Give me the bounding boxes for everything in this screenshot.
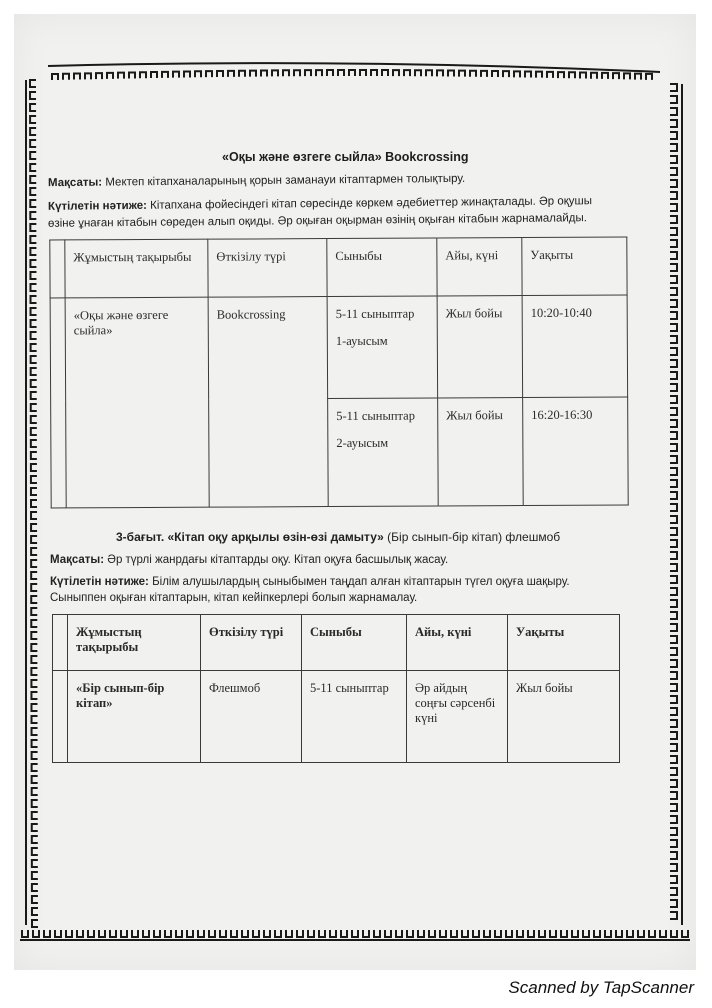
table-header-row bbox=[50, 237, 627, 298]
section2-table bbox=[52, 614, 620, 763]
row-topic: «Оқы және өзгеге сыйла» bbox=[65, 297, 209, 508]
row-time-1: 10:20-10:40 bbox=[522, 295, 628, 398]
table-header-row bbox=[53, 615, 620, 671]
section1-goal: Мақсаты: Мектеп кітапханаларының қорын заманауи кітаптармен толықтыру. bbox=[47, 172, 466, 190]
section1-result-line2: өзіне ұнаған кітабын сөреден алып оқиды. Әр оқыған оқырман өзінің оқыған кітабын жарнамалайды. bbox=[47, 212, 587, 230]
header-topic: Жұмыстың тақырыбы bbox=[68, 615, 201, 671]
header-type: Өткізілу түрі bbox=[208, 239, 327, 298]
row-date-2: Жыл бойы bbox=[438, 398, 524, 506]
section1-result-line1: Күтілетін нәтиже: Кітапхана фойесіндегі кітап сөресінде көркем әдебиеттер жинақталады. Әр оқушы bbox=[47, 195, 593, 213]
header-date: Айы, күні bbox=[437, 238, 522, 296]
row-date-1: Жыл бойы bbox=[437, 296, 523, 398]
header-class: Сыныбы bbox=[327, 238, 437, 297]
table-row bbox=[50, 295, 628, 400]
section2-title: 3-бағыт. «Кітап оқу арқылы өзін-өзі дамыту» (Бір сынып-бір кітап) флешмоб bbox=[116, 530, 561, 544]
row-time-2: 16:20-16:30 bbox=[523, 397, 629, 506]
row-type: Флешмоб bbox=[201, 671, 302, 763]
row-date: Әр айдың соңғы сәрсенбі күні bbox=[407, 671, 508, 763]
header-class: Сыныбы bbox=[302, 615, 407, 671]
section1-title: «Оқы және өзгеге сыйла» Bookcrossing bbox=[222, 150, 469, 164]
header-time: Уақыты bbox=[522, 237, 627, 296]
row-class-1: 5-11 сыныптар 1-ауысым bbox=[327, 296, 438, 399]
header-topic: Жұмыстың тақырыбы bbox=[65, 239, 208, 298]
row-type: Bookcrossing bbox=[208, 297, 328, 508]
section2-goal: Мақсаты: Әр түрлі жанрдағы кітаптарды оқу. Кітап оқуға басшылық жасау. bbox=[50, 554, 449, 566]
header-date: Айы, күні bbox=[407, 615, 508, 671]
table-row bbox=[53, 671, 620, 763]
section2-result-line2: Сыныппен оқыған кітаптарын, кітап кейіпкерлері болып жарнамалау. bbox=[50, 592, 418, 604]
row-topic: «Бір сынып-бір кітап» bbox=[68, 671, 201, 763]
header-type: Өткізілу түрі bbox=[201, 615, 302, 671]
row-time: Жыл бойы bbox=[508, 671, 620, 763]
row-class-2: 5-11 сыныптар 2-ауысым bbox=[328, 398, 439, 507]
header-time: Уақыты bbox=[508, 615, 620, 671]
scanner-watermark: Scanned by TapScanner bbox=[508, 978, 694, 997]
section1-table bbox=[49, 236, 628, 508]
row-class: 5-11 сыныптар bbox=[302, 671, 407, 763]
section2-result-line1: Күтілетін нәтиже: Білім алушылардың сыныбымен таңдап алған кітаптарын түгел оқуға шақыру. bbox=[50, 576, 570, 588]
